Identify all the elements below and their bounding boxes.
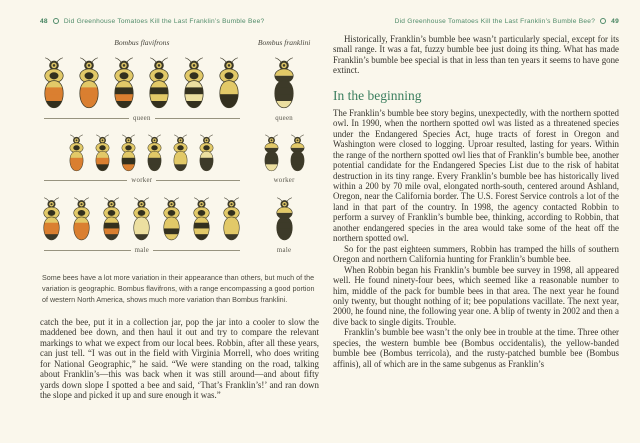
body-paragraph: catch the bee, put it in a collection jar, pop the jar into a cooler to slow the maddened bee down, and then haul it out and try to compare the relevant markings to what we expect from our local bees. Robbin, after all these years, can just tell. “I was out in the field with Virginia Morrell, who does writing for National Geographic,” he said. “We were standing on the road, talking about Franklin’s—this was back when it was still around—and about fifty yards down slope I spotted a bee and said, ‘That’s Franklin’s!’ and ran down the slope and picked it up and sure enough it was.” [40, 317, 319, 401]
body-paragraph: The Franklin’s bumble bee story begins, unexpectedly, with the northern spotted owl. In 1990, when the northern spotted owl was listed as a threatened species under the Endangered Species Act, huge tracts of forest in Oregon and Washington were closed to logging. Uproar resulted, lasting for years. Within the range of the northern spotted owl lies that of Franklin’s bumble bee, another potential candidate for the Endangered Species List due to the risk of habitat destruction in its tiny range. Every Franklin’s bumble bee has historically lived within a 200 by 70 mile oval, elongated north-south, centered around Ashland, Oregon, near the California border. The U.S. Forest Service controls a lot of the land in that part of the country. In 1998, the agency contacted Robbin to perform a survey of Franklin’s bumble bee, thinking, according to Robbin, that another endangered species in the area would take some of the heat off the northern spotted owl. [333, 107, 619, 244]
bee-illustration [143, 133, 166, 173]
body-paragraph: So for the past eighteen summers, Robbin has tramped the hills of southern Oregon and northern California hunting for Franklin’s bumble bee. [333, 243, 619, 265]
bee-illustration [68, 195, 95, 243]
caste-label: male [276, 247, 292, 254]
bee-row-worker [249, 132, 319, 173]
caste-label: worker [273, 177, 295, 184]
running-head-right [333, 16, 619, 26]
bee-illustration [73, 55, 105, 111]
bee-illustration [38, 55, 70, 111]
bee-illustration [38, 195, 65, 243]
caste-bracket [253, 113, 315, 124]
page-number: 48 [40, 17, 48, 25]
bee-illustration [91, 133, 114, 173]
bee-illustration [158, 195, 185, 243]
body-paragraph: When Robbin began his Franklin’s bumble bee survey in 1998, all appeared well. He found ninety-four bees, which seemed like a reasonable number to him, middle of the pack for bumble bees in that area. The next year he found only twenty, but thought nothing of it; bee populations vacillate. The next year, 2000, he found nine, the following year one. A blip of twenty in 2002 and then a dive back to single digits. Trouble. [333, 264, 619, 327]
bee-row-queen [249, 54, 319, 111]
caste-label: male [134, 247, 150, 254]
bee-figure [40, 38, 319, 264]
left-page [40, 16, 319, 401]
caste-label: worker [131, 177, 153, 184]
section-heading: In the beginning [333, 87, 422, 103]
left-body-text [40, 317, 319, 401]
body-paragraph: Franklin’s bumble bee wasn’t the only bee in trouble at the time. Three other species, the western bumble bee (Bombus occidentalis), the yellow-banded bumble bee (Bombus terricola), and the rusty-patched bumble bee (Bombus affinis), all of which are in the same subgenus as Franklin’s [333, 327, 619, 369]
page-number: 49 [611, 17, 619, 25]
bee-illustration [128, 195, 155, 243]
caste-bracket [44, 245, 240, 256]
ornament-icon [600, 18, 606, 24]
bee-row-worker [40, 132, 244, 173]
body-paragraph: Historically, Franklin’s bumble bee wasn’t particularly special, except for its small range. It was a fat, fuzzy bumble bee just doing its thing. What has made Franklin’s bumble bee special is that in less than ten years it seems to have gone extinct. [333, 34, 619, 76]
caste-bracket [44, 175, 240, 186]
species-name: Bombus franklini [257, 38, 311, 47]
bee-illustration [178, 55, 210, 111]
bee-row-male [40, 194, 244, 243]
bee-illustration [260, 133, 283, 173]
bee-row-queen [40, 54, 244, 111]
ornament-icon [53, 18, 59, 24]
bee-illustration [268, 55, 300, 111]
right-body-text [333, 34, 619, 369]
bee-illustration [98, 195, 125, 243]
bee-illustration [271, 195, 298, 243]
species-column [249, 38, 319, 264]
species-name: Bombus flavifrons [114, 38, 170, 47]
figure-caption: Some bees have a lot more variation in their appearance than others, but much of the variation is geographic. Bombus flavifrons, with a range encompassing a good portion of western North America, shows much more variation than Bombus franklini. [42, 273, 315, 304]
bee-illustration [213, 55, 245, 111]
bee-illustration [108, 55, 140, 111]
running-title: Did Greenhouse Tomatoes Kill the Last Franklin’s Bumble Bee? [63, 17, 265, 25]
caste-label: queen [132, 115, 151, 122]
bee-illustration [169, 133, 192, 173]
bee-illustration [143, 55, 175, 111]
caste-bracket [253, 245, 315, 256]
bee-illustration [195, 133, 218, 173]
right-page [333, 16, 619, 401]
bee-row-male [249, 194, 319, 243]
caste-bracket [253, 175, 315, 186]
bee-illustration [117, 133, 140, 173]
bee-illustration [286, 133, 309, 173]
caste-label: queen [275, 115, 293, 122]
running-title: Did Greenhouse Tomatoes Kill the Last Franklin’s Bumble Bee? [394, 17, 596, 25]
caste-bracket [44, 113, 240, 124]
running-head-left [40, 16, 319, 26]
bee-illustration [188, 195, 215, 243]
bee-illustration [65, 133, 88, 173]
bee-illustration [218, 195, 245, 243]
species-column [40, 38, 244, 264]
